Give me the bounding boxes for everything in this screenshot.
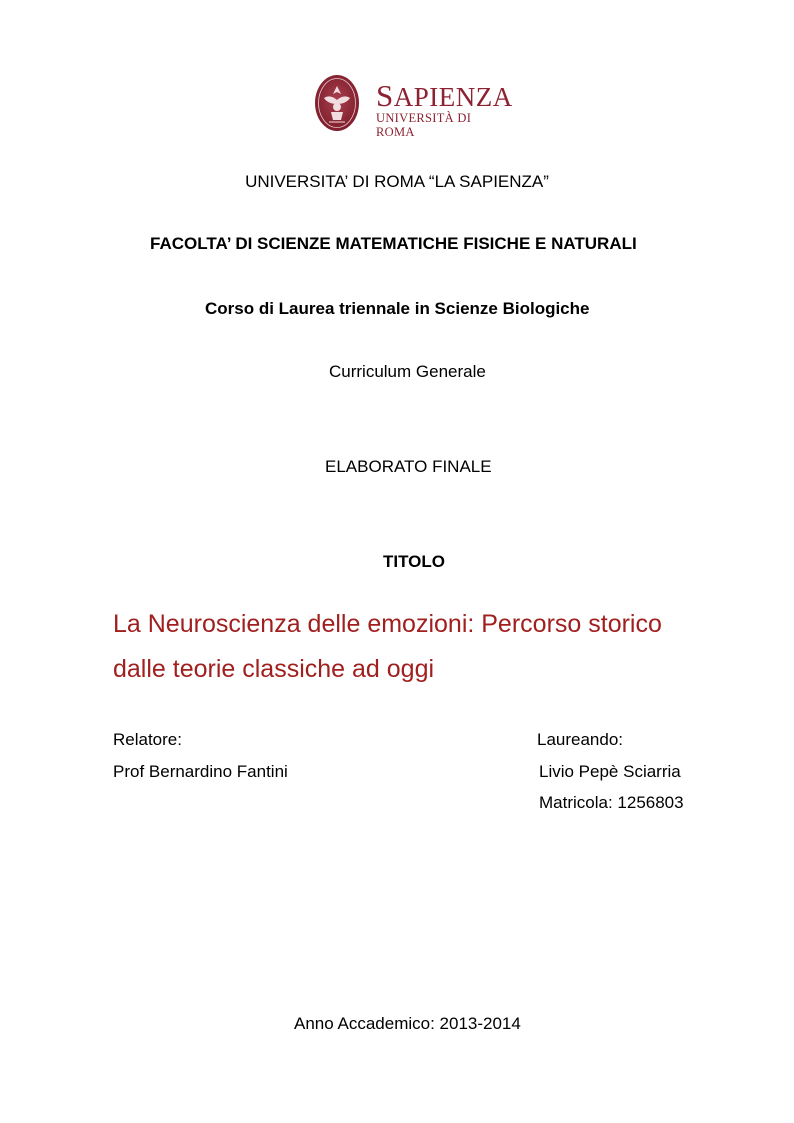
curriculum-name: Curriculum Generale [329, 362, 486, 381]
faculty-name: FACOLTA’ DI SCIENZE MATEMATICHE FISICHE E NATURALI [150, 234, 637, 253]
course-name: Corso di Laurea triennale in Scienze Biologiche [205, 299, 590, 318]
sapienza-logo [314, 74, 513, 139]
sapienza-wordmark [376, 78, 513, 139]
laureando-name: Livio Pepè Sciarria [539, 762, 681, 781]
brand-name: SAPIENZA [376, 78, 513, 113]
brand-subtitle: UNIVERSITÀ DI ROMA [376, 111, 472, 139]
sapienza-seal-icon [314, 74, 360, 132]
thesis-title-line-2: dalle teorie classiche ad oggi [113, 655, 435, 683]
matricola: Matricola: 1256803 [539, 793, 684, 812]
relatore-name: Prof Bernardino Fantini [113, 762, 288, 781]
university-name: UNIVERSITA’ DI ROMA “LA SAPIENZA” [245, 172, 549, 191]
document-type: ELABORATO FINALE [325, 457, 492, 476]
laureando-label: Laureando: [537, 730, 624, 749]
thesis-title-line-1: La Neuroscienza delle emozioni: Percorso storico [113, 610, 662, 638]
academic-year: Anno Accademico: 2013-2014 [294, 1014, 521, 1033]
relatore-label: Relatore: [113, 730, 182, 749]
title-label: TITOLO [383, 552, 446, 571]
